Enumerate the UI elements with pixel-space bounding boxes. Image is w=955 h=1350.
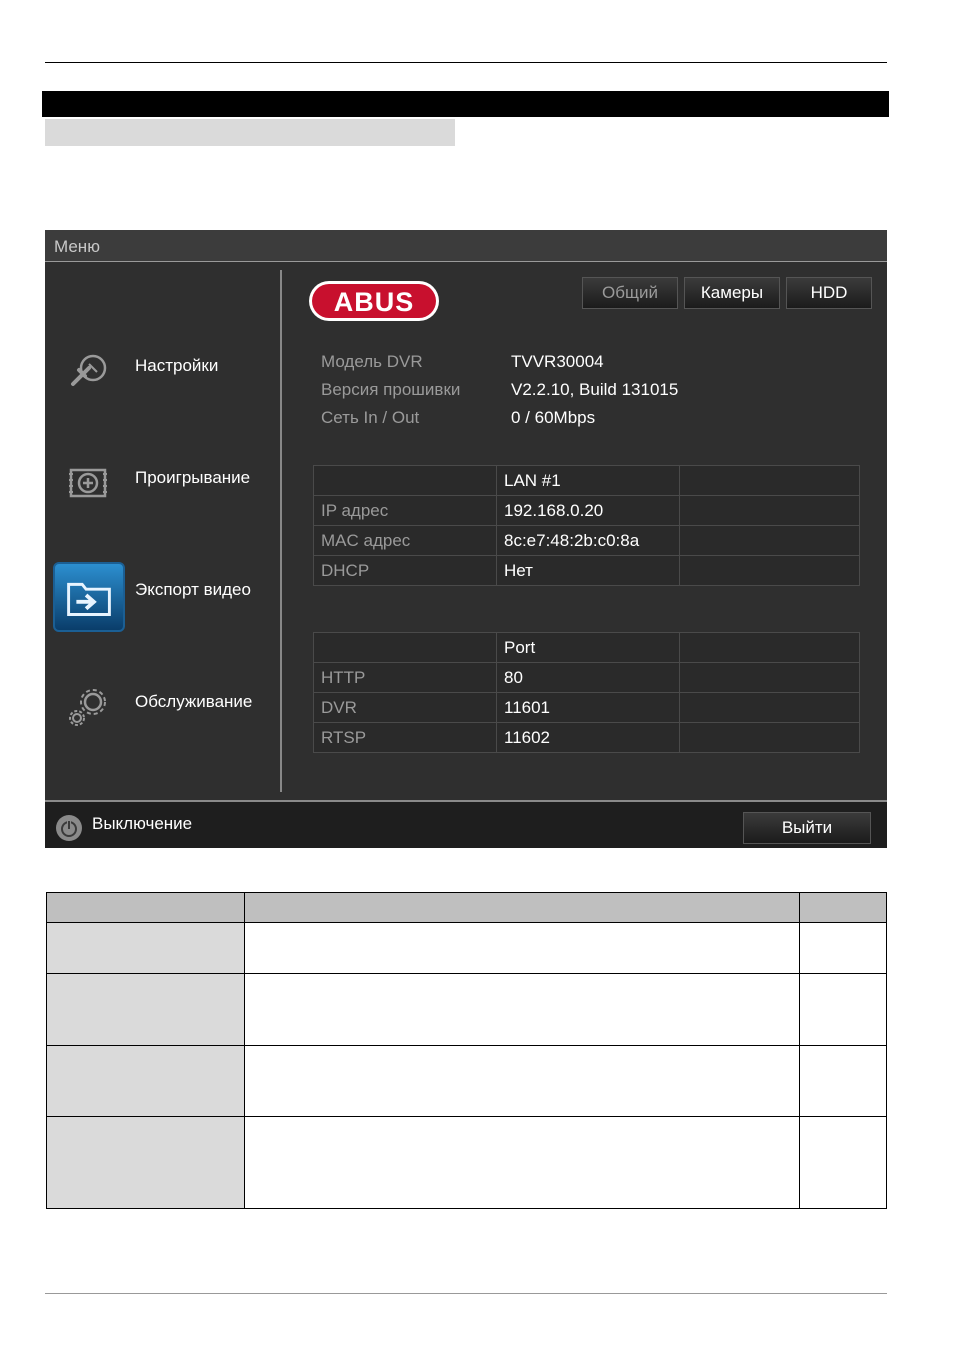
sidebar-item-maintenance[interactable] bbox=[53, 672, 273, 744]
table-row bbox=[314, 723, 860, 753]
tab-general[interactable]: Общий bbox=[582, 277, 678, 309]
footer-rule bbox=[45, 1293, 887, 1294]
table-key-cell: HTTP bbox=[314, 663, 497, 693]
window-footer bbox=[45, 800, 887, 848]
table-cell bbox=[680, 496, 860, 526]
sidebar-item-settings[interactable] bbox=[53, 336, 273, 408]
table-value-cell: Нет bbox=[497, 556, 680, 586]
network-table bbox=[313, 465, 860, 586]
table-cell bbox=[244, 923, 799, 974]
sidebar-divider bbox=[280, 270, 282, 792]
tab-cameras[interactable]: Камеры bbox=[684, 277, 780, 309]
table-value-cell: 80 bbox=[497, 663, 680, 693]
table-row bbox=[47, 1046, 887, 1117]
table-cell bbox=[680, 633, 860, 663]
table-key-cell: DVR bbox=[314, 693, 497, 723]
exit-button[interactable]: Выйти bbox=[743, 812, 871, 844]
table-row bbox=[314, 496, 860, 526]
table-header-cell: LAN #1 bbox=[497, 466, 680, 496]
window-title-bar bbox=[45, 230, 887, 262]
table-value-cell: 192.168.0.20 bbox=[497, 496, 680, 526]
sidebar-item-label: Экспорт видео bbox=[135, 580, 251, 599]
info-value-model: TVVR30004 bbox=[511, 352, 604, 371]
table-cell bbox=[47, 1046, 245, 1117]
table-cell bbox=[680, 663, 860, 693]
table-cell bbox=[680, 526, 860, 556]
maintenance-gears-icon bbox=[59, 676, 119, 736]
tab-hdd[interactable]: HDD bbox=[786, 277, 872, 309]
info-label-network: Сеть In / Out bbox=[321, 408, 420, 427]
table-cell bbox=[800, 974, 887, 1046]
table-key-cell: IP адрес bbox=[314, 496, 497, 526]
sidebar-item-label: Проигрывание bbox=[135, 468, 251, 487]
table-header-cell bbox=[47, 893, 245, 923]
table-header-cell bbox=[244, 893, 799, 923]
table-cell bbox=[47, 974, 245, 1046]
table-key-cell: MAC адрес bbox=[314, 526, 497, 556]
table-cell bbox=[244, 974, 799, 1046]
sidebar-item-video-export[interactable] bbox=[53, 560, 273, 632]
table-value-cell: 11602 bbox=[497, 723, 680, 753]
table-row bbox=[47, 974, 887, 1046]
table-row bbox=[314, 556, 860, 586]
sidebar-item-label: Обслуживание bbox=[135, 692, 253, 711]
table-cell bbox=[680, 466, 860, 496]
svg-text:ABUS: ABUS bbox=[333, 287, 415, 317]
table-cell bbox=[680, 556, 860, 586]
info-value-firmware: V2.2.10, Build 131015 bbox=[511, 380, 679, 399]
table-key-cell: RTSP bbox=[314, 723, 497, 753]
playback-icon bbox=[59, 452, 119, 512]
table-cell bbox=[47, 1117, 245, 1209]
table-cell bbox=[800, 1046, 887, 1117]
power-button[interactable] bbox=[55, 814, 83, 842]
table-cell bbox=[314, 466, 497, 496]
power-label[interactable]: Выключение bbox=[92, 814, 193, 833]
table-cell bbox=[244, 1117, 799, 1209]
dvr-menu-window bbox=[45, 230, 887, 848]
table-header-cell: Port bbox=[497, 633, 680, 663]
subsection-header-bar bbox=[45, 119, 455, 146]
table-cell bbox=[800, 1117, 887, 1209]
abus-logo bbox=[308, 280, 440, 322]
power-icon bbox=[55, 814, 83, 842]
table-value-cell: 11601 bbox=[497, 693, 680, 723]
table-header-cell bbox=[800, 893, 887, 923]
info-label-firmware: Версия прошивки bbox=[321, 380, 461, 399]
sidebar-item-label: Настройки bbox=[135, 356, 219, 375]
port-table bbox=[313, 632, 860, 753]
table-key-cell: DHCP bbox=[314, 556, 497, 586]
table-row bbox=[314, 466, 860, 496]
sidebar-item-playback[interactable] bbox=[53, 448, 273, 520]
table-cell bbox=[800, 923, 887, 974]
table-cell bbox=[680, 723, 860, 753]
table-row bbox=[314, 663, 860, 693]
section-header-bar bbox=[42, 91, 889, 117]
info-value-network: 0 / 60Mbps bbox=[511, 408, 596, 427]
document-table bbox=[46, 892, 887, 1209]
settings-tools-icon bbox=[59, 340, 119, 400]
info-label-model: Модель DVR bbox=[321, 352, 423, 371]
table-header-row bbox=[47, 893, 887, 923]
window-title: Меню bbox=[54, 237, 100, 256]
table-cell bbox=[244, 1046, 799, 1117]
table-row bbox=[314, 633, 860, 663]
table-cell bbox=[47, 923, 245, 974]
table-row bbox=[314, 693, 860, 723]
table-row bbox=[47, 1117, 887, 1209]
header-rule bbox=[45, 62, 887, 63]
table-row bbox=[314, 526, 860, 556]
table-row bbox=[47, 923, 887, 974]
table-cell bbox=[680, 693, 860, 723]
table-cell bbox=[314, 633, 497, 663]
table-value-cell: 8c:e7:48:2b:c0:8a bbox=[497, 526, 680, 556]
